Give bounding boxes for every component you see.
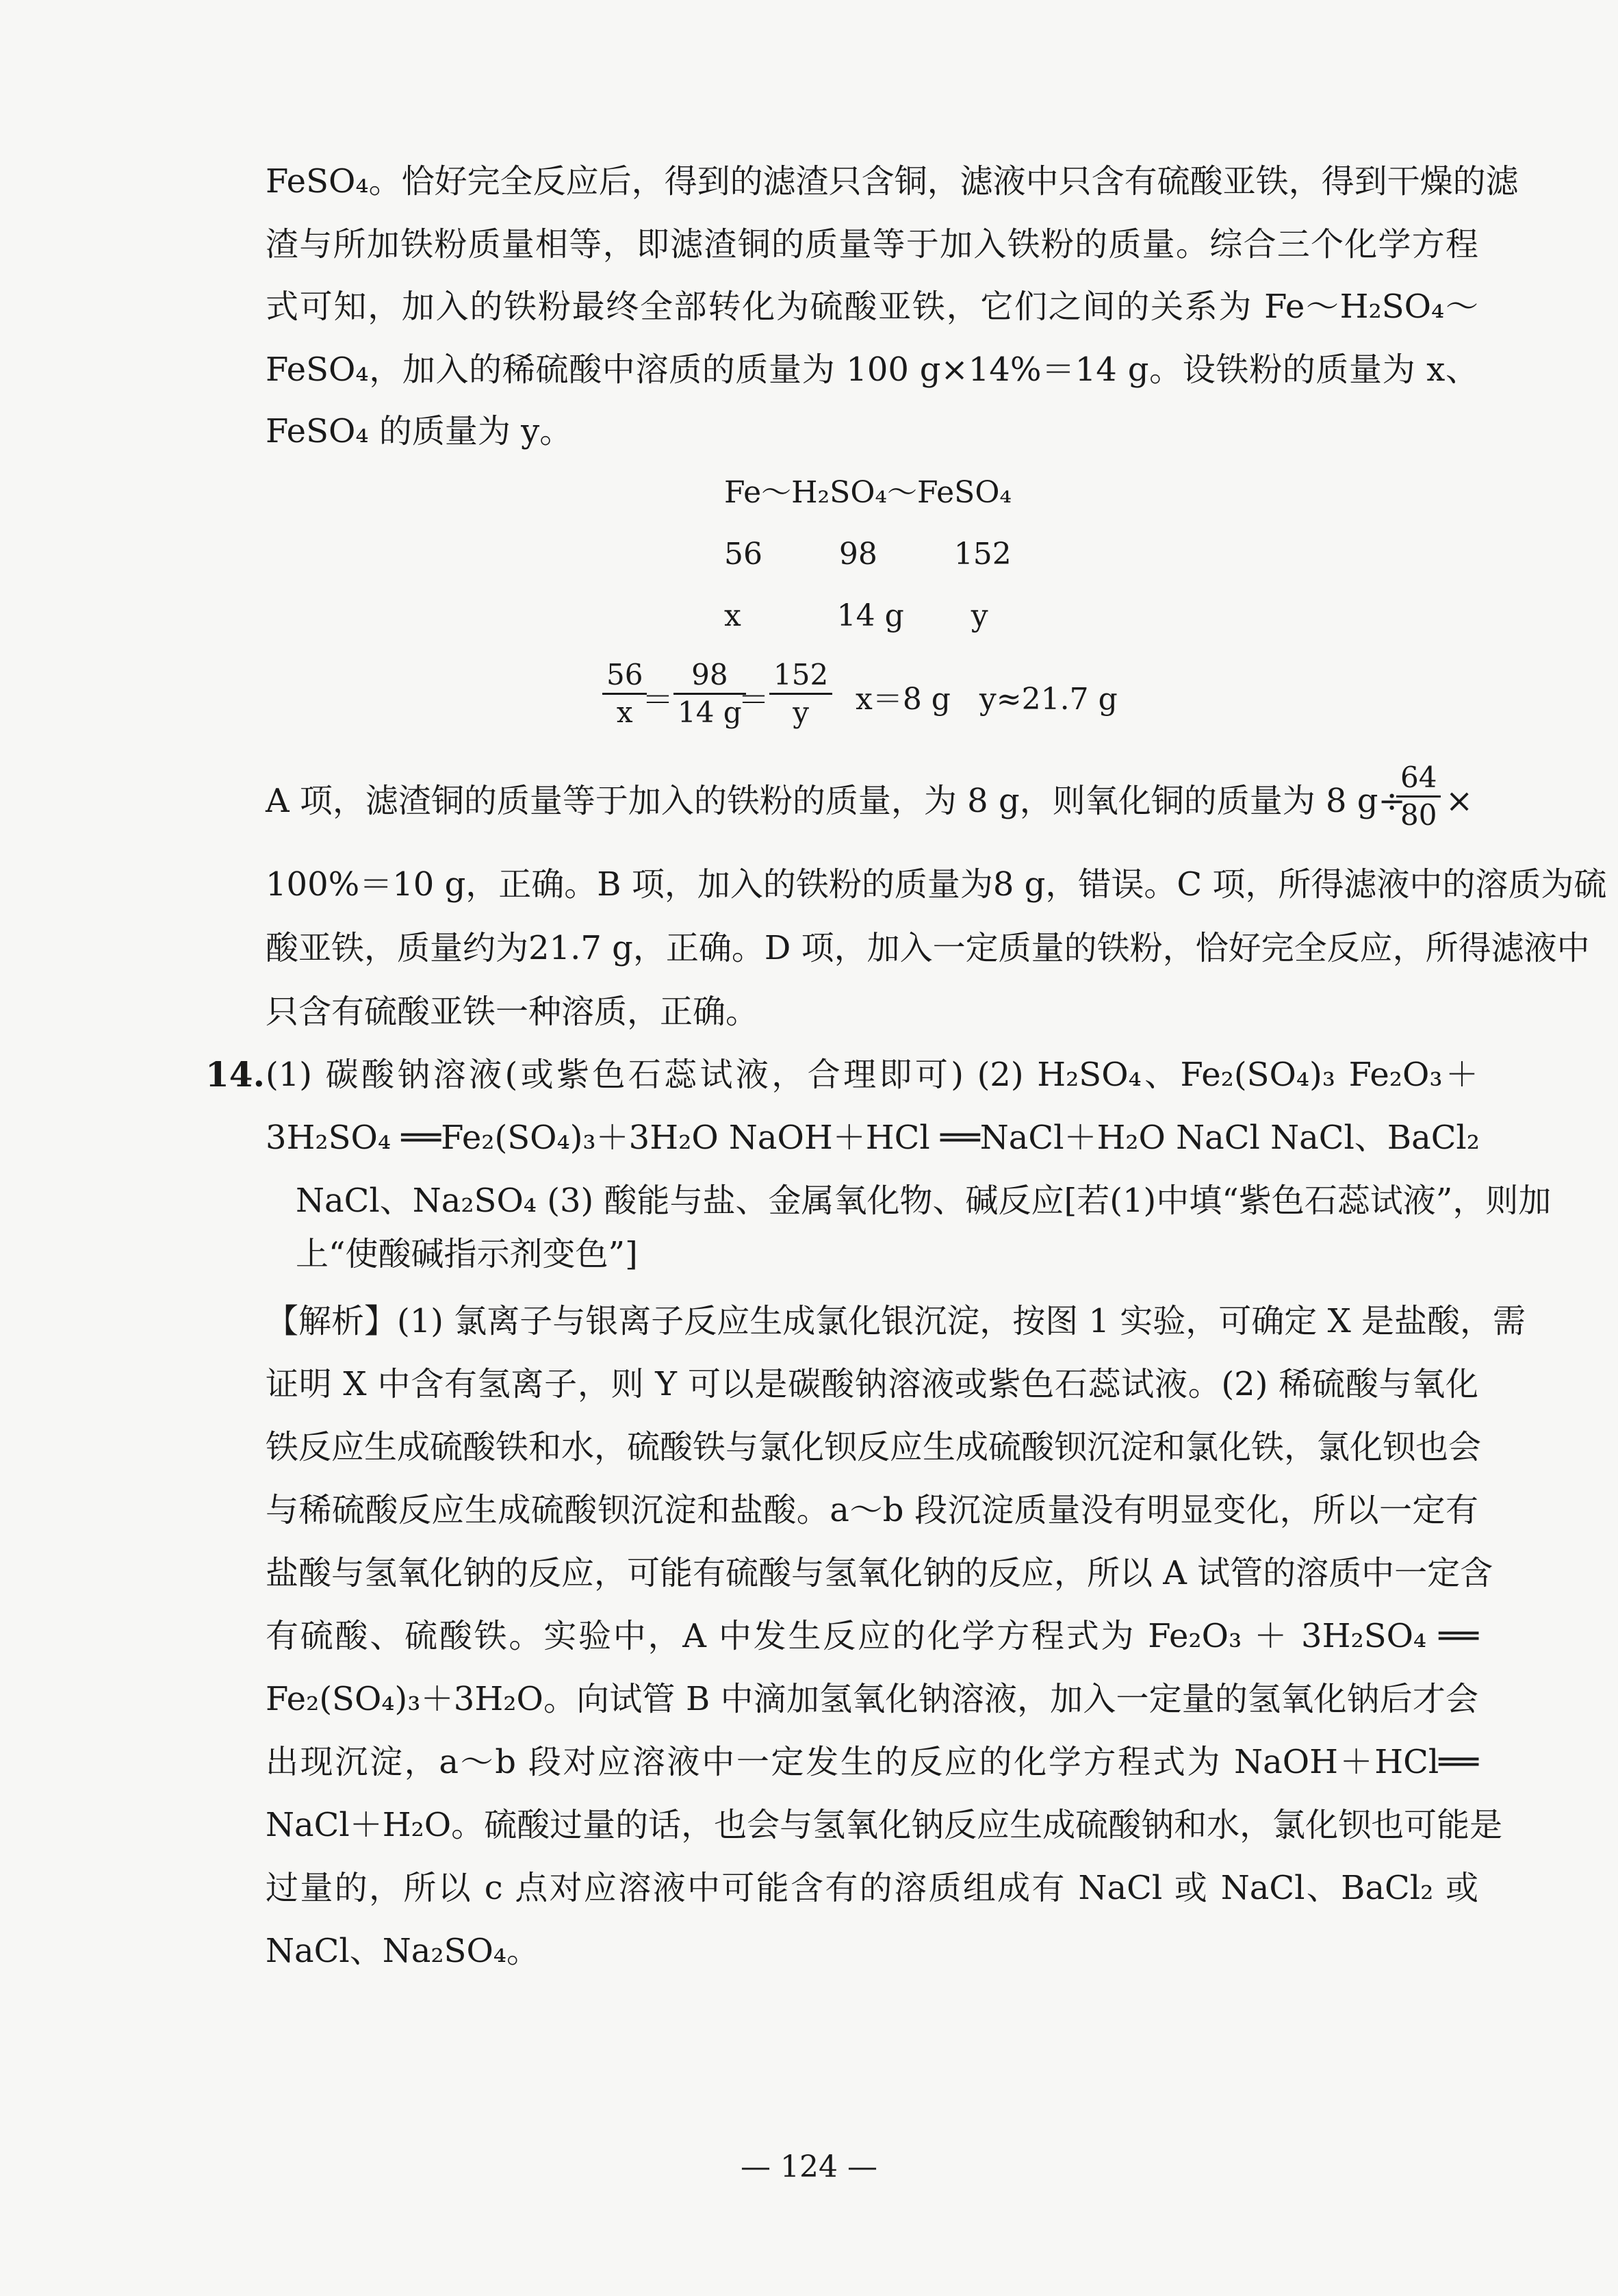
paragraph-line: FeSO₄，加入的稀硫酸中溶质的质量为 100 g×14%＝14 g。设铁粉的质量为 x、	[266, 350, 1478, 389]
equals-sign: ＝	[642, 681, 673, 718]
analysis-line: 与稀硫酸反应生成硫酸钡沉淀和盐酸。a～b 段沉淀质量没有明显变化，所以一定有	[266, 1491, 1478, 1529]
paragraph-line: 酸亚铁，质量约为21.7 g，正确。D 项，加入一定质量的铁粉，恰好完全反应，所得滤液中	[266, 929, 1590, 967]
answer-line: (1) 碳酸钠溶液(或紫色石蕊试液，合理即可) (2) H₂SO₄、Fe₂(SO₄)₃ Fe₂O₃＋	[266, 1056, 1478, 1094]
page-number: — 124 —	[741, 2150, 877, 2184]
analysis-line: 出现沉淀，a～b 段对应溶液中一定发生的反应的化学方程式为 NaOH＋HCl══	[266, 1743, 1478, 1781]
fraction-numerator: 56	[606, 658, 643, 691]
paragraph-line: 式可知，加入的铁粉最终全部转化为硫酸亚铁，它们之间的关系为 Fe～H₂SO₄～	[266, 288, 1478, 326]
calc-row-unknown: x 14 g y	[724, 598, 988, 633]
analysis-line: 【解析】(1) 氯离子与银离子反应生成氯化银沉淀，按图 1 实验，可确定 X 是盐酸，需	[266, 1302, 1526, 1340]
answer-line: NaCl、Na₂SO₄ (3) 酸能与盐、金属氧化物、碱反应[若(1)中填“紫色石蕊试液”，则加	[296, 1182, 1552, 1220]
analysis-line: 有硫酸、硫酸铁。实验中，A 中发生反应的化学方程式为 Fe₂O₃ ＋ 3H₂SO₄ ══	[266, 1617, 1478, 1655]
fraction-denominator: y	[793, 696, 809, 729]
times-sign: ×	[1446, 782, 1474, 820]
fraction-denominator: 80	[1400, 798, 1437, 832]
analysis-line: 证明 X 中含有氢离子，则 Y 可以是碳酸钠溶液或紫色石蕊试液。(2) 稀硫酸与氧化	[266, 1365, 1478, 1403]
paragraph-line: A 项，滤渣铜的质量等于加入的铁粉的质量，为 8 g，则氧化铜的质量为 8 g÷	[266, 782, 1406, 820]
analysis-line: Fe₂(SO₄)₃＋3H₂O。向试管 B 中滴加氢氧化钠溶液，加入一定量的氢氧化钠后才会	[266, 1680, 1478, 1718]
fraction-numerator: 64	[1400, 761, 1437, 794]
paragraph-line: 100%＝10 g，正确。B 项，加入的铁粉的质量为8 g，错误。C 项，所得滤液中的溶质为硫	[266, 865, 1607, 904]
analysis-line: 盐酸与氢氧化钠的反应，可能有硫酸与氢氧化钠的反应，所以 A 试管的溶质中一定含	[266, 1554, 1493, 1592]
paragraph-line: FeSO₄ 的质量为 y。	[266, 412, 573, 450]
question-number: 14.	[205, 1054, 265, 1095]
paragraph-line: FeSO₄。恰好完全反应后，得到的滤渣只含铜，滤液中只含有硫酸亚铁，得到干燥的滤	[266, 162, 1519, 201]
paragraph-line: 渣与所加铁粉质量相等，即滤渣铜的质量等于加入铁粉的质量。综合三个化学方程	[266, 225, 1478, 264]
calc-row-formula: Fe～H₂SO₄～FeSO₄	[724, 475, 1012, 510]
fraction-denominator: x	[616, 696, 633, 729]
fraction-numerator: 98	[691, 658, 728, 691]
answer-line: 3H₂SO₄ ══Fe₂(SO₄)₃＋3H₂O NaOH＋HCl ══NaCl＋H₂O NaCl NaCl、BaCl₂	[266, 1119, 1480, 1157]
calc-row-mass: 56 98 152	[724, 537, 1012, 572]
calc-result: x＝8 g y≈21.7 g	[856, 682, 1118, 717]
fraction-64-80	[1396, 760, 1441, 833]
equals-sign: ＝	[738, 681, 769, 718]
analysis-line: NaCl、Na₂SO₄。	[266, 1932, 540, 1970]
fraction-152-y	[769, 657, 832, 730]
analysis-line: 铁反应生成硫酸铁和水，硫酸铁与氯化钡反应生成硫酸钡沉淀和氯化铁，氯化钡也会	[266, 1428, 1482, 1466]
fraction-56-x	[602, 657, 647, 730]
fraction-numerator: 152	[773, 658, 829, 691]
paragraph-line: 只含有硫酸亚铁一种溶质，正确。	[266, 993, 759, 1031]
analysis-line: 过量的，所以 c 点对应溶液中可能含有的溶质组成有 NaCl 或 NaCl、BaCl₂ 或	[266, 1869, 1478, 1907]
analysis-line: NaCl＋H₂O。硫酸过量的话，也会与氢氧化钠反应生成硫酸钠和水，氯化钡也可能是	[266, 1806, 1503, 1844]
fraction-98-14g	[673, 657, 746, 730]
fraction-denominator: 14 g	[678, 696, 742, 729]
answer-line: 上“使酸碱指示剂变色”]	[296, 1235, 638, 1273]
